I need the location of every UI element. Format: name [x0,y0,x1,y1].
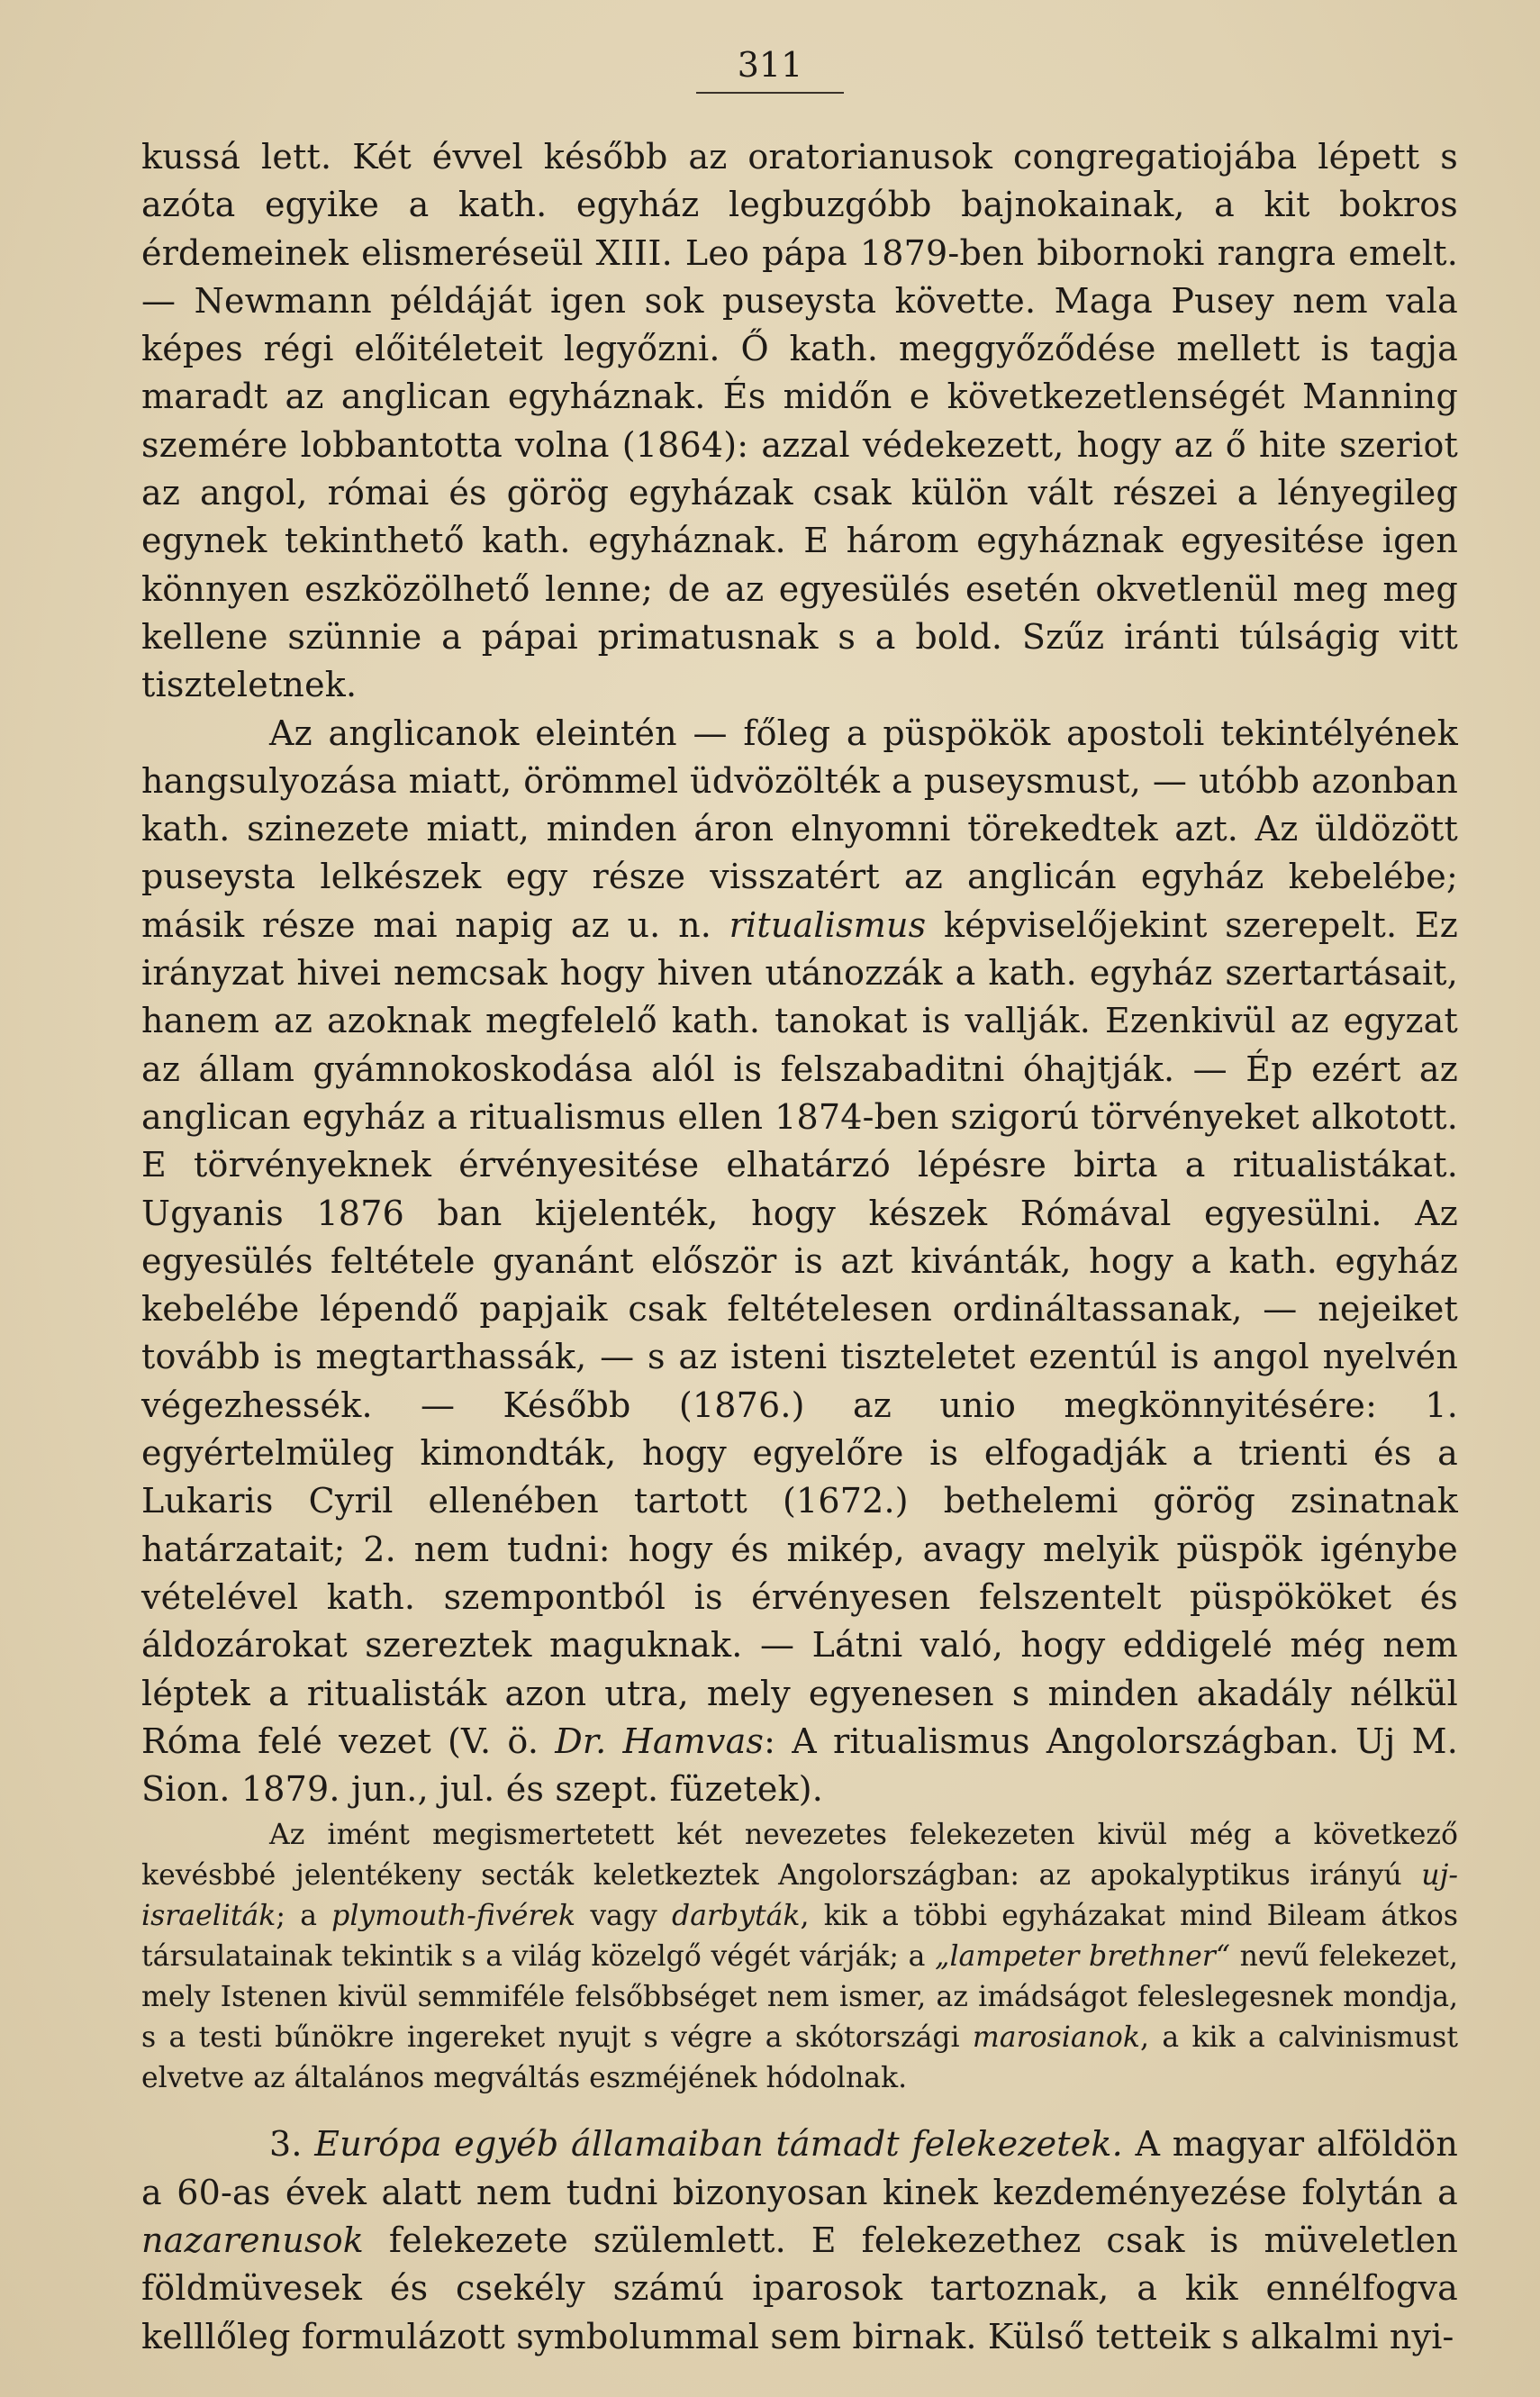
italic-plymouth: plymouth-fivérek [331,1900,576,1933]
text-run: : A ritualismus Angolországban. Uj M. Sion. 1879. jun., jul. és szept. füzetek). [141,1721,1458,1810]
section-3-paragraph [141,2120,1458,2360]
text-run: A magyar alföldön a 60-as évek alatt nem tudni bizonyosan kinek kezdeményezése folytán a [141,2124,1458,2212]
italic-lampeter: „lampeter brethner“ [935,1940,1230,1974]
page-number-text: 311 [696,38,845,94]
text-run: Az imént megismertetett két nevezetes felekezeten kivül még a következő kevésbbé jelentékeny secták keletkeztek Angolországban: az apokalyptikus irányú [141,1819,1458,1893]
italic-nazarenusok: nazarenusok [141,2220,365,2260]
paragraph-1: kussá lett. Két évvel később az oratorianusok congregatiojába lépett s azóta egyike a kath. egyház legbuzgóbb bajnokainak, a kit bokros érdemeinek elismeréseül XIII. Leo pápa 1879-ben bibornoki rangra emelt. — Newmann példáját igen sok puseysta követte. Maga Pusey nem vala képes régi előitéleteit legyőzni. Ő kath. meggyőződése mellett is tagja maradt az anglican egyháznak. És midőn e következetlenségét Manning szemére lobbantotta volna (1864): azzal védekezett, hogy az ő hite szeriot az angol, római és görög egyházak csak külön vált részei a lényegileg egynek tekinthető kath. egyháznak. E három egyháznak egyesitése igen könnyen eszközölhető lenne; de az egyesülés esetén okvetlenül meg meg kellene szünnie a pápai primatusnak s a bold. Szűz iránti túlságig vitt tiszteletnek. [141,137,1458,705]
text-run: , a kik a calvinismust elvetve az általános megváltás eszméjének hódolnak. [141,2021,1458,2095]
page-body [141,133,1458,2361]
section-title: Európa egyéb államaiban támadt felekezetek. [314,2124,1123,2165]
text-run: nevű felekezet, mely Istenen kivül semmiféle felsőbbséget nem ismer, az imádságot feleslegesnek mondja, s a testi bűnökre ingereket nyujt s végre a skótországi [141,1940,1458,2055]
paragraph-anglicanok [141,710,1458,1814]
section-number: 3. [269,2124,315,2165]
italic-marosianok: marosianok [972,2021,1140,2055]
italic-uj-israelitak: uj-israeliták [141,1859,1458,1933]
italic-author: Dr. Hamvas [555,1721,765,1761]
italic-ritualismus: ritualismus [729,904,927,945]
page-number [0,38,1540,94]
text-run: , kik a többi egyházakat mind Bileam átkos társulatainak tekintik s a világ közelgő végét várják; a [141,1900,1459,1974]
text-run: Az anglicanok eleintén — főleg a püspökök apostoli tekintélyének hangsulyozása miatt, örömmel üdvözölték a puseysmust, — utóbb azonban kath. szinezete miatt, minden áron elnyomni törekedtek azt. Az üldözött puseysta lelkészek egy része visszatért az anglicán egyház kebelébe; másik része mai napig az u. n. [141,713,1458,945]
text-run: felekezete szülemlett. E felekezethez csak is müveletlen földmüvesek és csekély számú iparosok tartoznak, a kik ennélfogva kelllőleg formulázott symbolummal sem birnak. Külső tetteik s alkalmi nyi- [141,2220,1458,2356]
text-run: vagy [575,1900,673,1933]
footnote-paragraph-sects [141,1815,1458,2099]
text-run: ; a [276,1900,332,1933]
text-run: képviselőjekint szerepelt. Ez irányzat hivei nemcsak hogy hiven utánozzák a kath. egyház szertartásait, hanem az azoknak megfelelő kath. tanokat is vallják. Ezenkivül az egyzat az állam gyámnokoskodása alól is felszabaditni óhajtják. — Ép ezért az anglican egyház a ritualismus ellen 1874-ben szigorú törvényeket alkotott. E törvényeknek érvényesitése elhatárzó lépésre birta a ritualistákat. Ugyanis 1876 ban kijelenték, hogy készek Rómával egyesülni. Az egyesülés feltétele gyanánt először is azt kivánták, hogy a kath. egyház kebelébe lépendő papjaik csak feltételesen ordináltassanak, — nejeiket tovább is megtarthassák, — s az isteni tiszteletet ezentúl is angol nyelvén végezhessék. — Később (1876.) az unio megkönnyitésére: 1. egyértelmüleg kimondták, hogy egyelőre is elfogadják a trienti és a Lukaris Cyril ellenében tartott (1672.) bethelemi görög zsinatnak határzatait; 2. nem tudni: hogy és mikép, avagy melyik püspök igénybe vételével kath. szempontból is érvényesen felszentelt püspököket és áldozárokat szereztek maguknak. — Látni való, hogy eddigelé még nem léptek a ritualisták azon utra, mely egyenesen s minden akadály nélkül Róma felé vezet (V. ö. [141,904,1459,1761]
italic-darbytak: darbyták [672,1900,801,1933]
